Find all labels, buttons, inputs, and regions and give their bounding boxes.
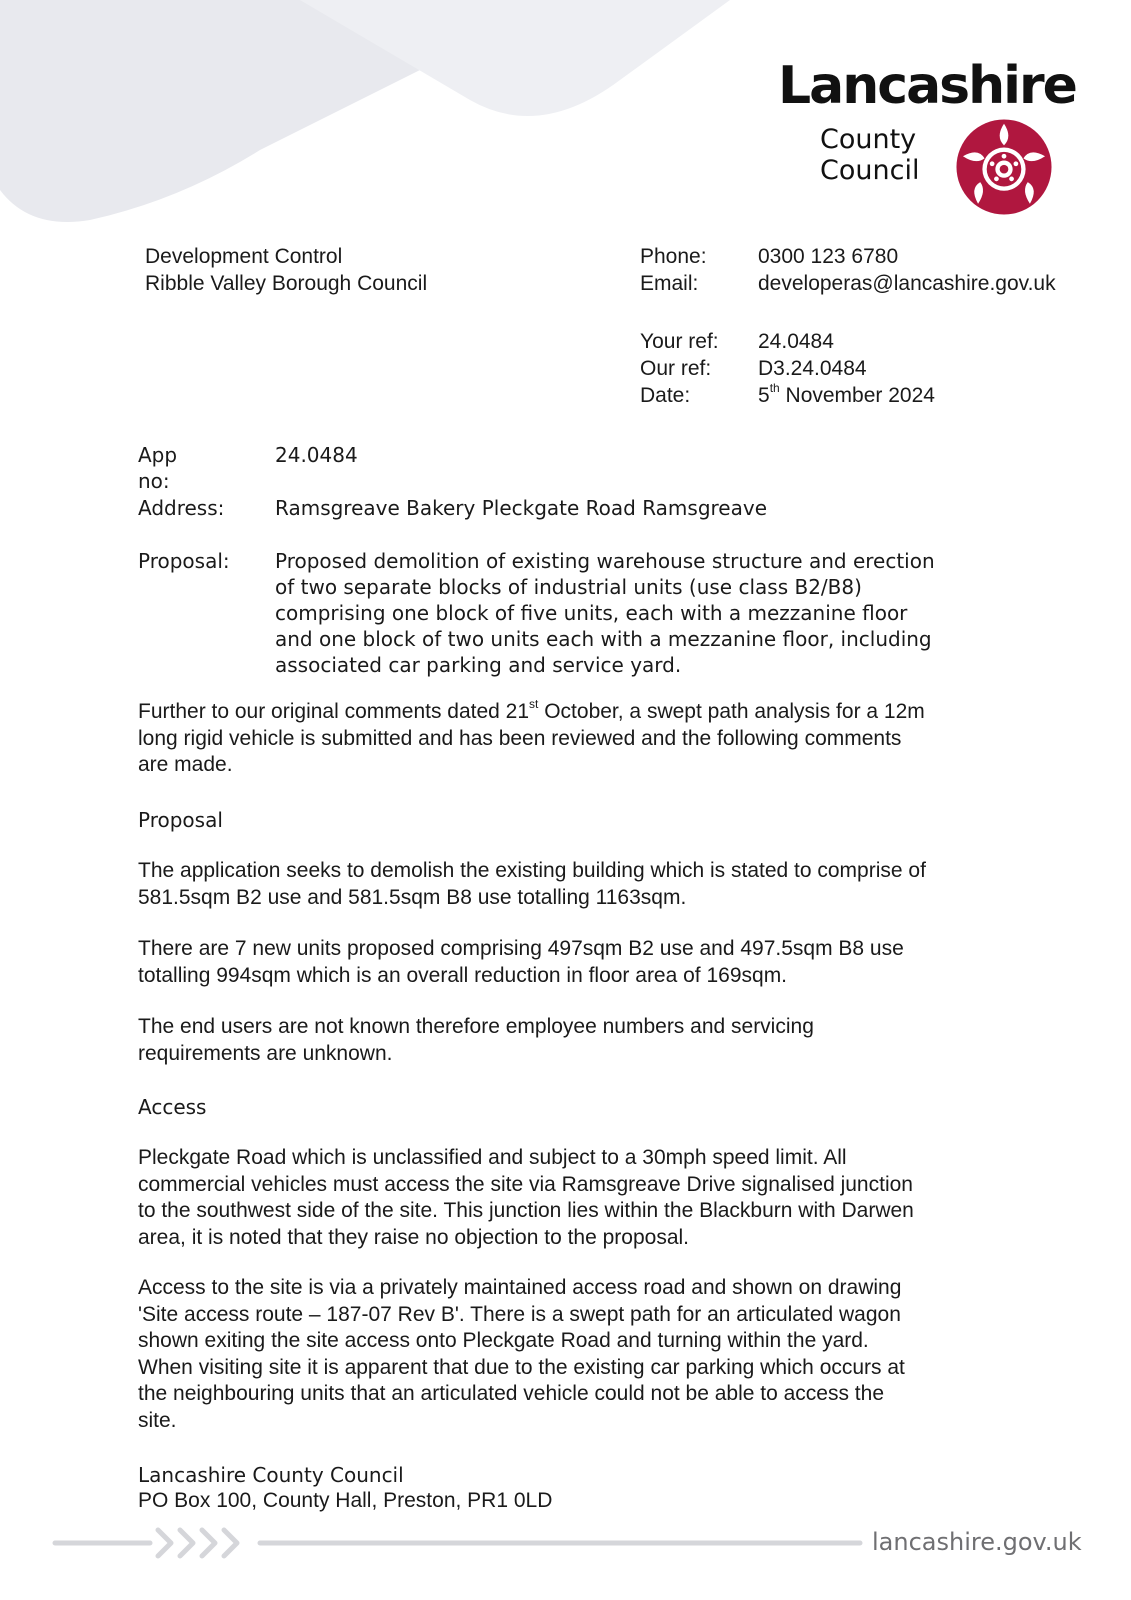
logo-council: Council [820, 155, 920, 186]
recipient-address [145, 243, 427, 297]
recipient-line: Ribble Valley Borough Council [145, 272, 428, 295]
your-ref-value: 24.0484 [758, 330, 834, 353]
our-ref-label: Our ref: [640, 357, 712, 380]
reference-details [640, 328, 935, 409]
access-paragraph: Pleckgate Road which is unclassified and subject to a 30mph speed limit. All commercial vehicles must access the site via Ramsgreave Drive signalised junction to the southwest side of the site. This junction lies within the Blackburn with Darwen area, it is noted that they raise no objection to the proposal. [138, 1146, 914, 1249]
proposal-heading: Proposal [138, 808, 223, 832]
phone-label: Phone: [640, 245, 707, 268]
address-value: Ramsgreave Bakery Pleckgate Road Ramsgreave [275, 496, 768, 520]
email-value[interactable]: developeras@lancashire.gov.uk [758, 272, 1056, 295]
footer-organisation: Lancashire County Council [138, 1463, 404, 1487]
footer-website-link[interactable]: lancashire.gov.uk [872, 1528, 1082, 1556]
proposal-text: Proposed demolition of existing warehouse structure and erection of two separate blocks of industrial units (use class B2/B8) comprising one block of five units, each with a mezzanine floor and one block of two units each with a mezzanine floor, including associated car parking and service yard. [275, 549, 935, 677]
date-value: 5th November 2024 [758, 381, 935, 407]
email-label: Email: [640, 272, 699, 295]
red-rose-icon [950, 112, 1058, 222]
contact-details [640, 243, 1056, 297]
logo-wordmark: Lancashire [778, 56, 1076, 116]
footer-postal-address: PO Box 100, County Hall, Preston, PR1 0LD [138, 1489, 553, 1512]
intro-paragraph: Further to our original comments dated 21st October, a swept path analysis for a 12m long rigid vehicle is submitted and has been reviewed and the following comments are made. [138, 697, 925, 776]
logo-county: County [820, 124, 917, 155]
end-users-paragraph: The end users are not known therefore employee numbers and servicing requirements are unknown. [138, 1015, 814, 1065]
your-ref-label: Your ref: [640, 330, 719, 353]
header-decoration [0, 0, 760, 230]
recipient-line: Development Control [145, 245, 343, 268]
proposal-label: Proposal: [138, 549, 230, 573]
access-heading: Access [138, 1095, 207, 1119]
address-label: Address: [138, 496, 225, 520]
council-logo [778, 56, 1088, 210]
our-ref-value: D3.24.0484 [758, 357, 867, 380]
units-paragraph: There are 7 new units proposed comprising 497sqm B2 use and 497.5sqm B8 use totalling 994sqm which is an overall reduction in floor area of 169sqm. [138, 937, 904, 987]
site-access-paragraph: Access to the site is via a privately maintained access road and shown on drawing 'Site access route – 187-07 Rev B'. There is a swept path for an articulated wagon shown exiting the site access onto Pleckgate Road and turning within the yard. When visiting site it is apparent that due to the existing car parking which occurs at the neighbouring units that an articulated vehicle could not be able to access the site. [138, 1276, 905, 1432]
date-label: Date: [640, 384, 691, 407]
app-no-value: 24.0484 [275, 443, 358, 467]
app-no-label: App no: [138, 443, 178, 493]
proposal-paragraph: The application seeks to demolish the existing building which is stated to comprise of 581.5sqm B2 use and 581.5sqm B8 use totalling 1163sqm. [138, 859, 926, 909]
phone-value: 0300 123 6780 [758, 245, 899, 268]
